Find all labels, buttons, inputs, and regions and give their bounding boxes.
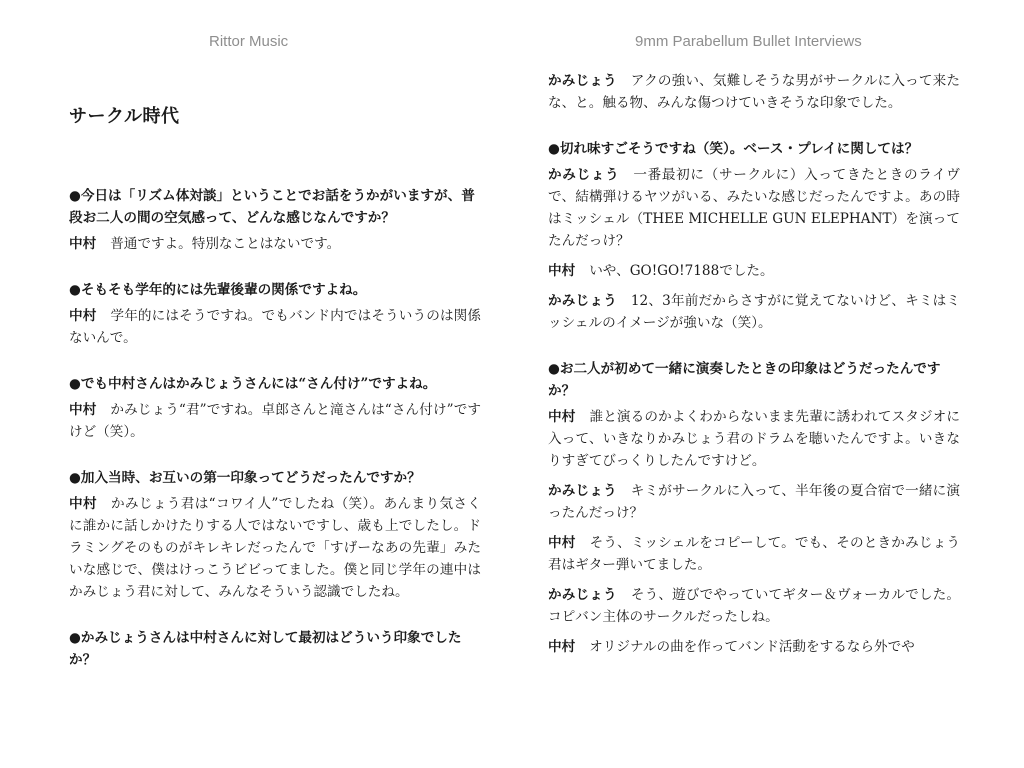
interview-answer (69, 305, 481, 349)
left-page (69, 64, 481, 754)
interview-answer (69, 233, 481, 255)
answer-text: いや、GO!GO!7188でした。 (589, 263, 774, 279)
answer-text: 12、3年前だからさすがに覚えてないけど、キミはミッシェルのイメージが強いな（笑）。 (548, 293, 960, 331)
speaker-name: 中村 (69, 496, 97, 512)
answer-text: 一番最初に（サークルに）入ってきたときのライヴで、結構弾けるヤツがいる、みたいな感じだったんですよ。あの時はミッシェル（THEE MICHELLE GUN ELEPHANT）を演ってたんだっけ？ (548, 167, 960, 249)
speaker-name: かみじょう (548, 167, 620, 183)
right-page (548, 64, 960, 754)
interview-question: ●でも中村さんはかみじょうさんには“さん付け”ですよね。 (69, 376, 437, 392)
section-spacer (69, 451, 481, 467)
speaker-name: 中村 (548, 535, 576, 551)
answer-text: 普通ですよ。特別なことはないです。 (110, 236, 341, 252)
speaker-name: かみじょう (548, 587, 617, 603)
answer-text: そう、遊びでやっていてギター＆ヴォーカルでした。コピバン主体のサークルだったしね。 (548, 587, 960, 625)
answer-text: キミがサークルに入って、半年後の夏合宿で一緒に演ったんだっけ？ (548, 483, 960, 521)
interview-answer (548, 260, 960, 282)
interview-question: ●切れ味すごそうですね（笑）。ベース・プレイに関しては？ (548, 141, 919, 157)
interview-question: ●そもそも学年的には先輩後輩の関係ですよね。 (69, 282, 367, 298)
answer-text: かみじょう君は“コワイ人”でしたね（笑）。あんまり気さくに誰かに話しかけたりする人ではないですし、歳も上でしたし。ドラミングそのものがキレキレだったんで「すげーなあの先輩」みたいな感じで、僕はけっこうビビってました。僕と同じ学年の連中はかみじょう君に対して、みんなそういう認識でしたね。 (69, 496, 481, 600)
answer-text: アクの強い、気難しそうな男がサークルに入って来たな、と。触る物、みんな傷つけていきそうな印象でした。 (548, 73, 960, 111)
interview-answer (548, 480, 960, 524)
answer-text: かみじょう“君”ですね。卓郎さんと滝さんは“さん付け”ですけど（笑）。 (69, 402, 481, 440)
speaker-name: かみじょう (548, 293, 617, 309)
heading-spacer (69, 131, 481, 185)
speaker-name: 中村 (548, 639, 576, 655)
interview-question: ●お二人が初めて一緒に演奏したときの印象はどうだったんですか？ (548, 361, 941, 399)
interview-answer (548, 164, 960, 252)
speaker-name: 中村 (69, 402, 97, 418)
interview-answer (548, 636, 960, 658)
interview-answer (548, 290, 960, 334)
speaker-name: かみじょう (548, 483, 617, 499)
left-page-content (69, 185, 481, 671)
answer-text: オリジナルの曲を作ってバンド活動をするなら外でや (589, 639, 915, 655)
right-page-content (548, 70, 960, 658)
speaker-name: 中村 (548, 409, 576, 425)
answer-text: そう、ミッシェルをコピーして。でも、そのときかみじょう君はギター弾いてました。 (548, 535, 960, 573)
interview-answer (69, 493, 481, 603)
section-spacer (69, 357, 481, 373)
speaker-name: 中村 (548, 263, 576, 279)
section-spacer (548, 342, 960, 358)
section-spacer (69, 263, 481, 279)
section-spacer (548, 122, 960, 138)
interview-answer (548, 70, 960, 114)
interview-question: ●かみじょうさんは中村さんに対して最初はどういう印象でしたか？ (69, 630, 462, 668)
section-heading: サークル時代 (69, 106, 180, 127)
interview-question: ●今日は「リズム体対談」ということでお話をうかがいますが、普段お二人の間の空気感って、どんな感じなんですか？ (69, 188, 475, 226)
interview-answer (548, 406, 960, 472)
answer-text: 誰と演るのかよくわからないまま先輩に誘われてスタジオに入って、いきなりかみじょう君のドラムを聴いたんですよ。いきなりすぎてびっくりしたんですけど。 (548, 409, 960, 469)
speaker-name: かみじょう (548, 73, 617, 89)
header-left-title: Rittor Music (209, 33, 289, 50)
speaker-name: 中村 (69, 236, 97, 252)
interview-question: ●加入当時、お互いの第一印象ってどうだったんですか？ (69, 470, 421, 486)
interview-answer (548, 532, 960, 576)
speaker-name: 中村 (69, 308, 97, 324)
section-spacer (69, 611, 481, 627)
answer-text: 学年的にはそうですね。でもバンド内ではそういうのは関係ないんで。 (69, 308, 481, 346)
header-right-title: 9mm Parabellum Bullet Interviews (635, 33, 862, 50)
interview-answer (548, 584, 960, 628)
interview-answer (69, 399, 481, 443)
